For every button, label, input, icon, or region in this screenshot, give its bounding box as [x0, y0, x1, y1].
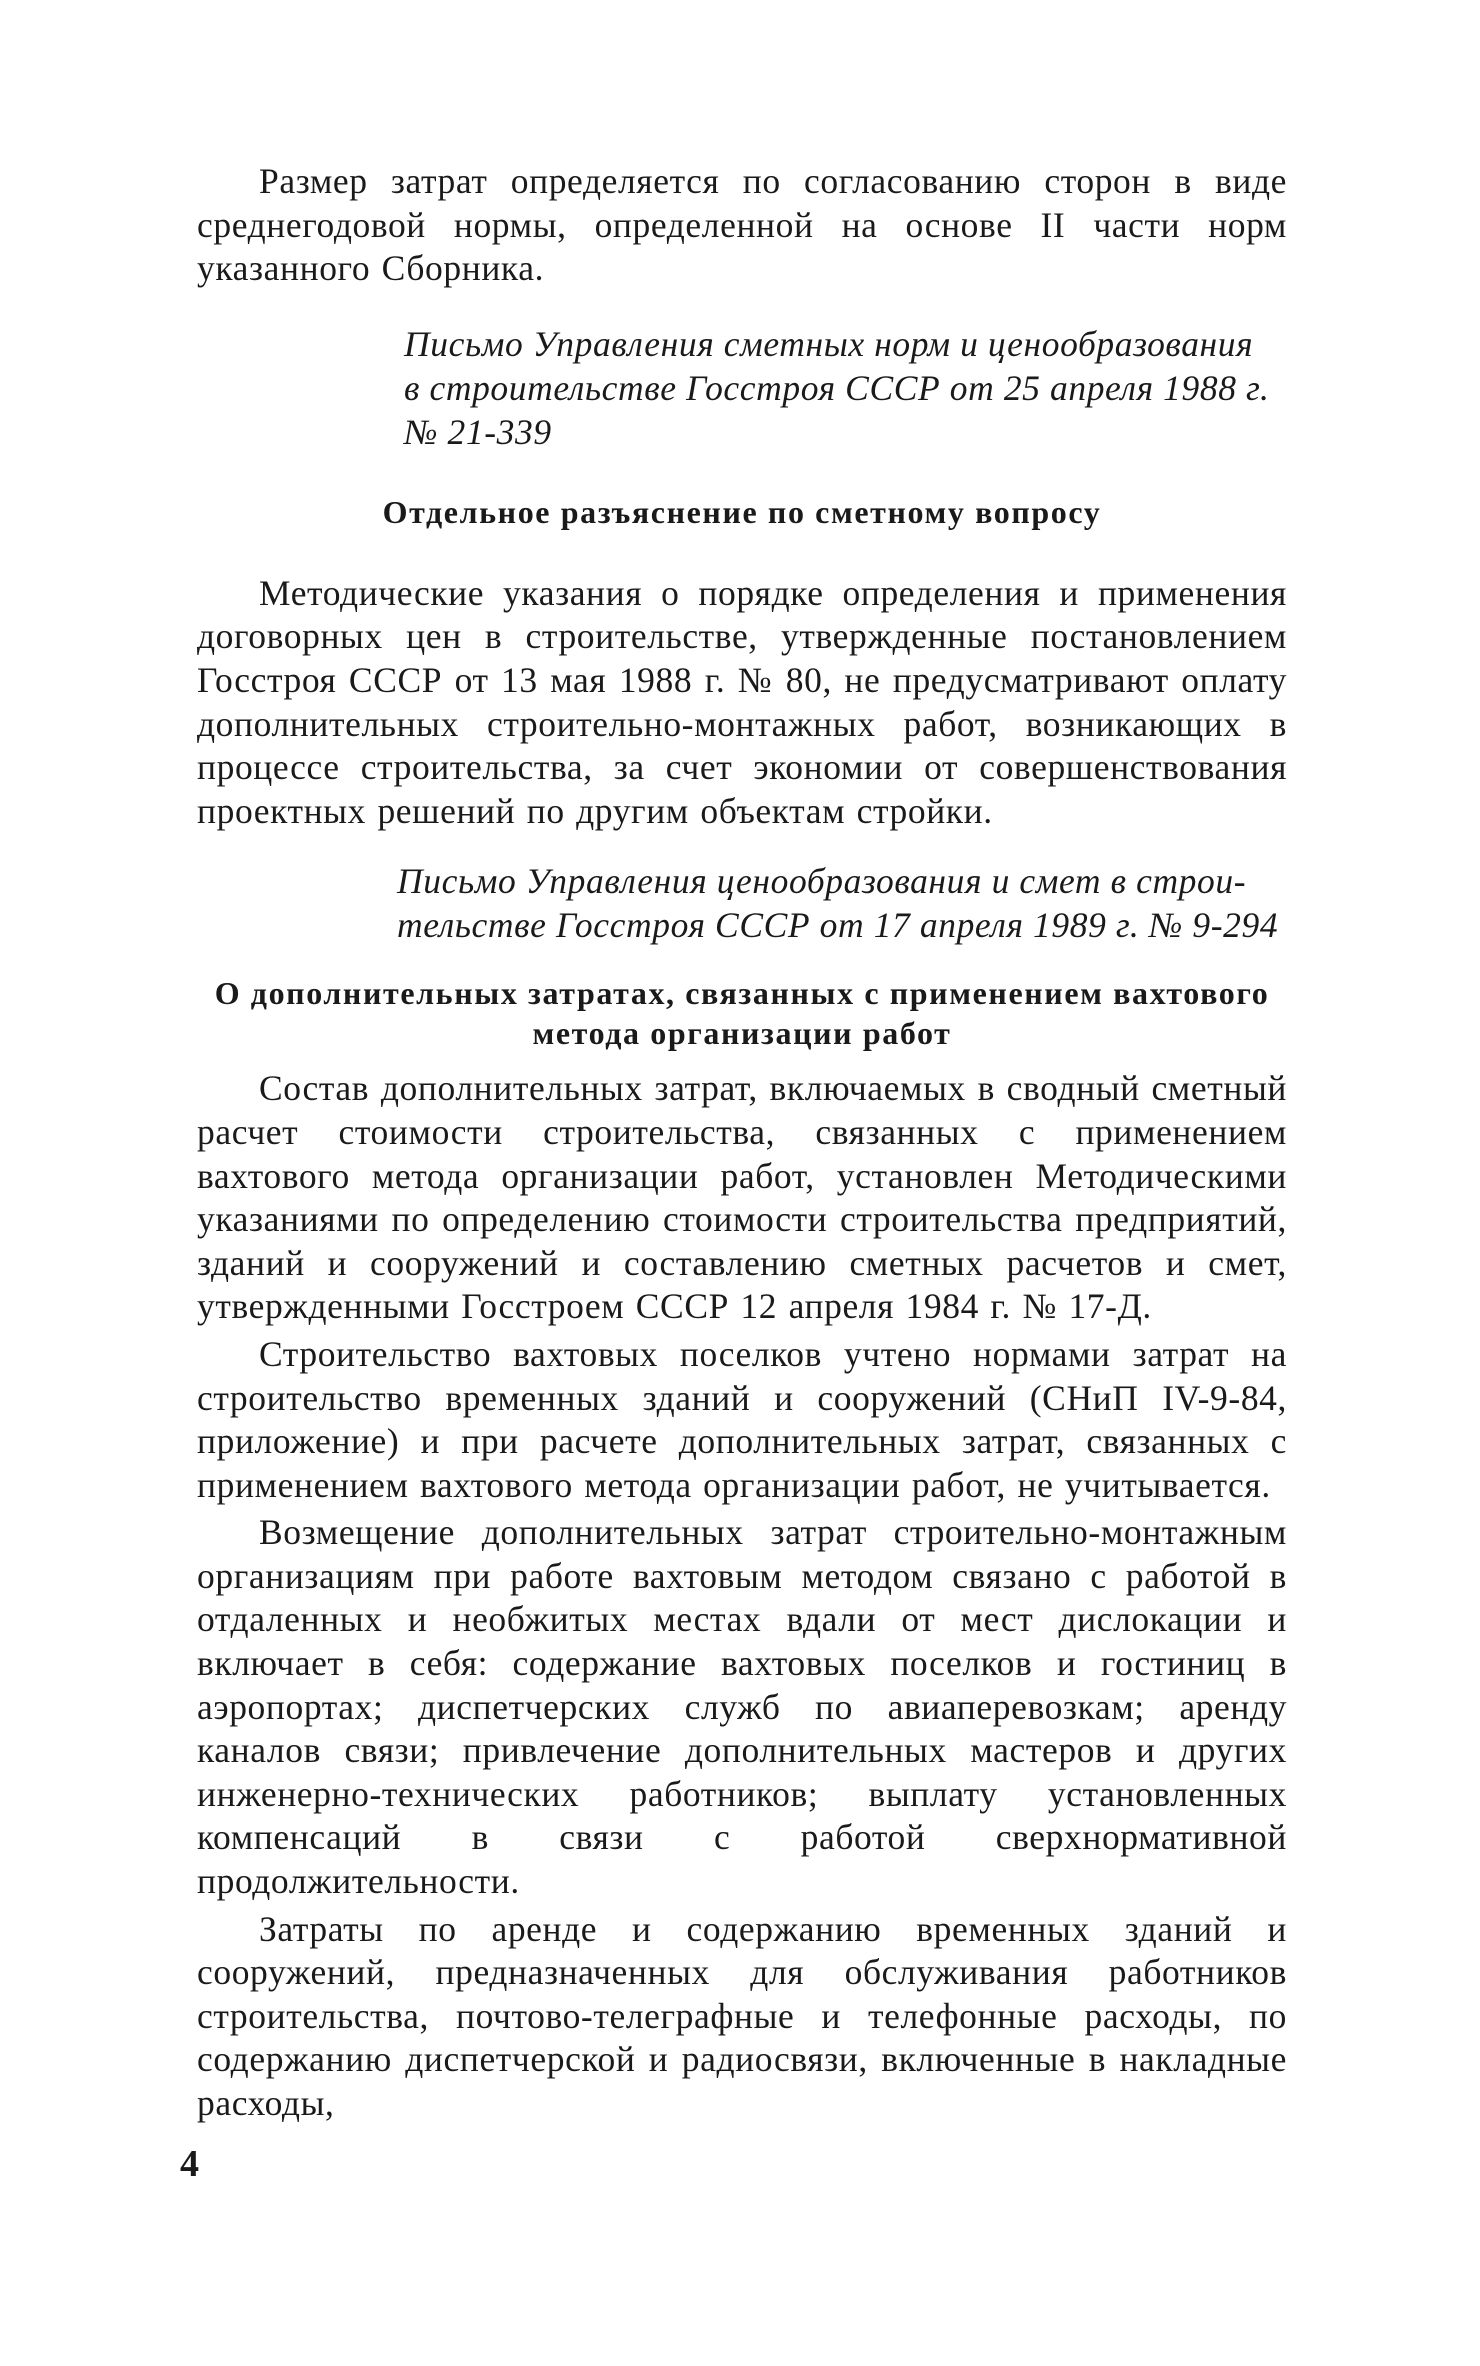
source-letter-9-294: [397, 859, 1287, 947]
heading-line: метода организации работ: [532, 1015, 952, 1052]
paragraph-cost-size: Размер затрат определяется по согласованию сторон в виде среднегодовой нормы, определенной на основе II части норм указанного Сборника.: [197, 161, 1287, 289]
page-number: 4: [180, 2143, 199, 2185]
section-heading-clarification: Отдельное разъяснение по сметному вопросу: [382, 493, 1102, 530]
document-page: [197, 160, 1287, 2126]
paragraph-methodical-instructions: Методические указания о порядке определения и применения договорных цен в строительстве, утвержденные постановлением Госстроя СССР от 13 мая 1988 г. № 80, не предусматривают оплату дополнительных строительно-монтажных работ, возникающих в процессе строительства, за счет экономии от совершенствования проектных решений по другим объектам стройки.: [197, 572, 1287, 831]
section-heading-shift-method: [197, 973, 1287, 1053]
paragraph-cost-reimbursement: Возмещение дополнительных затрат строительно-монтажным организациям при работе вахтовым методом связано с работой в отдаленных и необжитых местах вдали от мест дислокации и включает в себя: содержание вахтовых поселков и гостиниц в аэропортах; диспетчерских служб по авиаперевозкам; аренду каналов связи; привлечение дополнительных мастеров и других инженерно-технических работников; выплату установленных компенсаций в связи с работой сверхнормативной продолжительности.: [197, 1512, 1287, 1902]
paragraph-shift-settlements: Строительство вахтовых поселков учтено нормами затрат на строительство временных зданий и сооружений (СНиП IV-9-84, приложение) и при расчете дополнительных затрат, связанных с применением вахтового метода организации работ, не учитывается.: [197, 1333, 1287, 1505]
source-letter-21-339: [404, 322, 1287, 454]
paragraph-cost-composition: Состав дополнительных затрат, включаемых в сводный сметный расчет стоимости строительства, связанных с применением вахтового метода организации работ, установлен Методическими указаниями по определению стоимости строительства предприятий, зданий и сооружений и составлению сметных расчетов и смет, утвержденными Госстроем СССР 12 апреля 1984 г. № 17-Д.: [197, 1068, 1287, 1327]
source-line: тельстве Госстроя СССР от 17 апреля 1989 г. № 9-294: [397, 905, 1279, 946]
source-line: Письмо Управления ценообразования и смет в строи-: [397, 861, 1247, 902]
source-line: в строительстве Госстроя СССР от 25 апреля 1988 г.: [404, 367, 1270, 408]
paragraph-rent-costs: Затраты по аренде и содержанию временных зданий и сооружений, предназначенных для обслуживания работников строительства, почтово-телеграфные и телефонные расходы, по содержанию диспетчерской и радиосвязи, включенные в накладные расходы,: [197, 1908, 1287, 2123]
source-line: Письмо Управления сметных норм и ценообразования: [404, 323, 1254, 364]
heading-line: О дополнительных затратах, связанных с применением вахтового: [214, 975, 1270, 1012]
source-line: № 21-339: [404, 411, 552, 452]
